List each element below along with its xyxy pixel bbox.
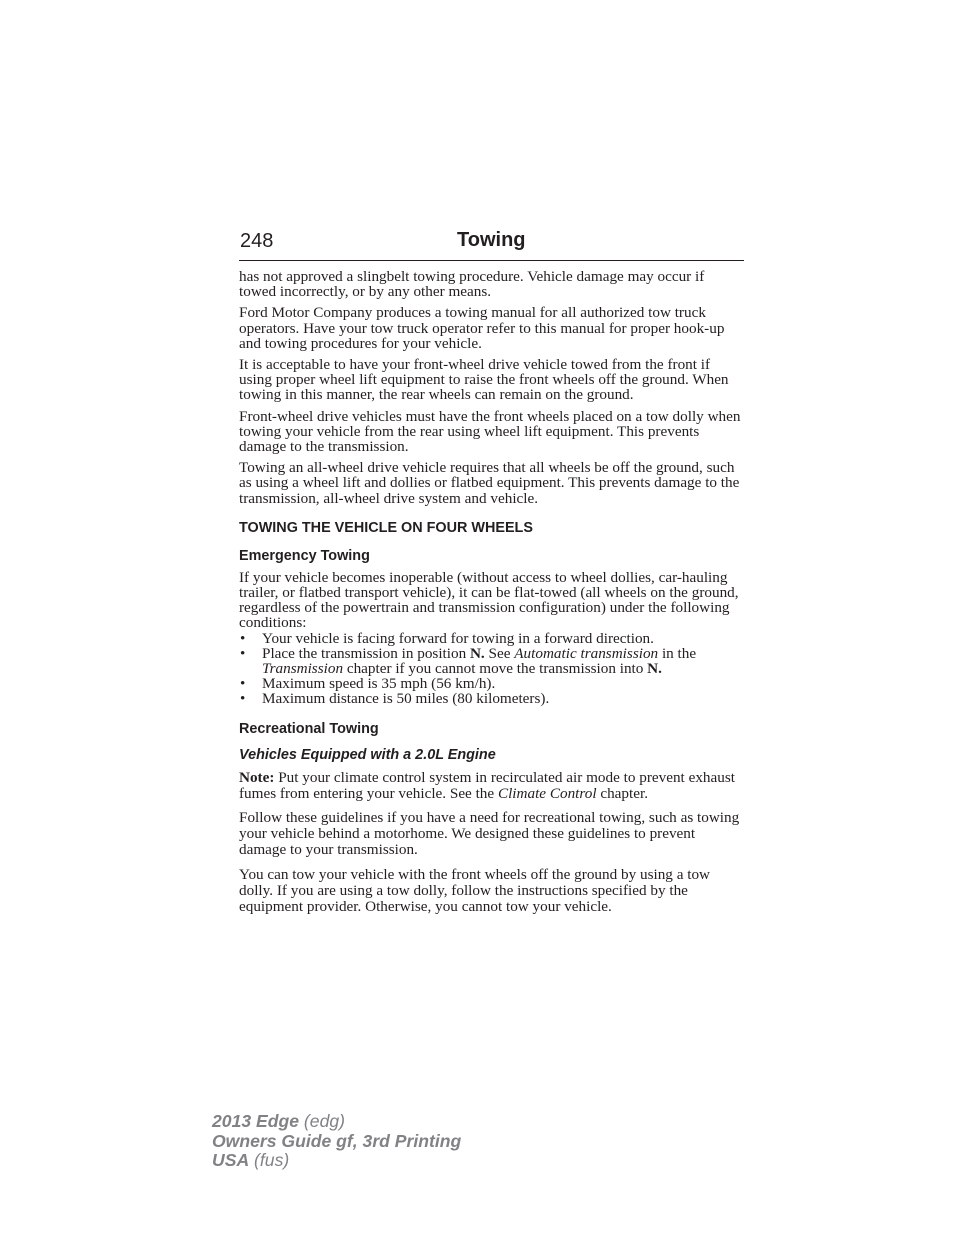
footer-guide: Owners Guide gf, 3rd Printing (212, 1130, 462, 1151)
engine-subheading: Vehicles Equipped with a 2.0L Engine (239, 746, 496, 763)
reference-climate-control: Climate Control (497, 784, 597, 802)
footer-market-code: (fus) (249, 1150, 290, 1170)
page-number: 248 (240, 230, 274, 252)
list-item-text: Your vehicle is facing forward for towing in a forward direction. (262, 629, 654, 647)
footer-line-guide (212, 1132, 461, 1152)
page-header (239, 228, 744, 261)
page-title: Towing (457, 229, 526, 251)
footer (212, 1112, 461, 1171)
footer-model-code: (edg) (299, 1111, 346, 1131)
list-item (239, 691, 744, 706)
footer-line-market (212, 1151, 461, 1171)
gear-position-n: N. (647, 660, 662, 678)
footer-line-model (212, 1112, 461, 1132)
paragraph-all-wheel-drive: Towing an all-wheel drive vehicle requires that all wheels be off the ground, such as using a wheel lift and dollies or flatbed equipment. This prevents damage to the transmission, all-wheel drive system and vehicle. (239, 459, 740, 507)
bullet: • (240, 629, 246, 647)
note-text: chapter. (596, 784, 648, 802)
list-item-text: in the (658, 644, 697, 662)
list-item-text: Place the transmission in position (262, 644, 470, 662)
note-text: Put your climate control system in recirculated air mode to prevent exhaust fumes from entering your vehicle. See the (239, 768, 735, 802)
paragraph-guidelines: Follow these guidelines if you have a need for recreational towing, such as towing your vehicle behind a motorhome. We designed these guidelines to prevent damage to your transmission. (239, 809, 740, 859)
paragraph-tow-dolly-rear: Front-wheel drive vehicles must have the front wheels placed on a tow dolly when towing your vehicle from the rear using wheel lift equipment. This prevents damage to the transmission. (239, 407, 741, 456)
list-item-text: Maximum distance is 50 miles (80 kilometers). (262, 690, 550, 708)
page-content (239, 269, 744, 921)
emergency-intro: If your vehicle becomes inoperable (without access to wheel dollies, car-hauling trailer, or flatbed transport vehicle), it can be flat-towed (all wheels on the ground, regardless of the powertrain and transmission configuration) under the following conditions: (239, 568, 739, 632)
paragraph-front-wheel-lift: It is acceptable to have your front-wheel drive vehicle towed from the front if using proper wheel lift equipment to raise the front wheels off the ground. When towing in this manner, the rear wheels can remain on the ground. (239, 356, 729, 404)
reference-transmission-chapter: Transmission (262, 660, 344, 678)
paragraph-tow-dolly: You can tow your vehicle with the front wheels off the ground by using a tow dolly. If you are using a tow dolly, follow the instructions specified by the equipment provider. Otherwise, you cannot tow your vehicle. (239, 865, 711, 916)
list-item (239, 646, 744, 676)
reference-automatic-transmission: Automatic transmission (514, 644, 659, 662)
paragraph-towing-manual: Ford Motor Company produces a towing manual for all authorized tow truck operators. Have your tow truck operator refer to this manual for proper hook-up and towing procedures for your vehicle. (239, 304, 725, 352)
list-item (239, 676, 744, 691)
gear-position-n: N. (469, 644, 485, 662)
bullet: • (240, 644, 246, 662)
recreational-towing-heading: Recreational Towing (239, 720, 379, 737)
note-paragraph (239, 770, 744, 802)
bullet: • (240, 690, 246, 708)
footer-market: USA (212, 1150, 250, 1170)
section-heading: TOWING THE VEHICLE ON FOUR WHEELS (239, 519, 533, 536)
note-label: Note: (239, 768, 275, 786)
list-item-text: See (484, 644, 515, 662)
conditions-list (239, 631, 744, 707)
bullet: • (240, 675, 246, 693)
list-item-text: chapter if you cannot move the transmission into (343, 660, 648, 678)
list-item (239, 631, 744, 646)
footer-model: 2013 Edge (212, 1111, 300, 1131)
paragraph-slingbelt: has not approved a slingbelt towing procedure. Vehicle damage may occur if towed incorrectly, or by any other means. (239, 268, 705, 301)
emergency-towing-heading: Emergency Towing (239, 547, 370, 564)
list-item-text: Maximum speed is 35 mph (56 km/h). (262, 675, 496, 693)
